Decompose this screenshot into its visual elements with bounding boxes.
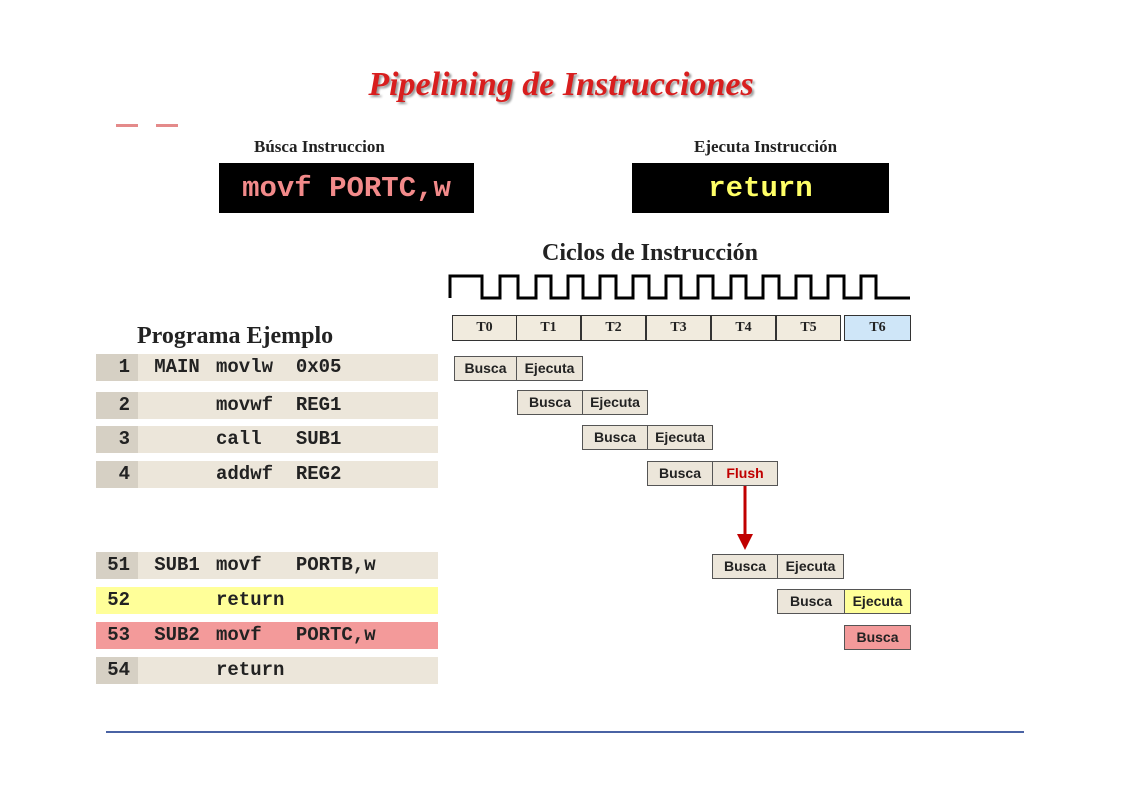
- pipeline-execute: Ejecuta: [582, 390, 648, 415]
- cycle-t5: T5: [776, 315, 841, 341]
- cycle-t2: T2: [581, 315, 646, 341]
- bottom-divider: [106, 731, 1024, 733]
- line-instruction: movwf REG1: [216, 394, 342, 416]
- flush-arrow: [735, 486, 755, 552]
- program-title: Programa Ejemplo: [137, 323, 334, 349]
- page-title: Pipelining de Instrucciones: [368, 66, 754, 103]
- line-label: [138, 392, 216, 419]
- program-row: [96, 392, 438, 419]
- line-instruction: addwf REG2: [216, 463, 342, 485]
- line-instruction: movf PORTC,w: [216, 624, 376, 646]
- line-label: MAIN: [154, 356, 200, 378]
- clock-waveform: [448, 270, 913, 300]
- program-row: [96, 354, 438, 381]
- line-label: [138, 587, 216, 614]
- fetch-stage-label: Búsca Instruccion: [254, 137, 385, 156]
- pipeline-flush: Flush: [712, 461, 778, 486]
- line-number: 1: [96, 354, 138, 381]
- cycle-t4: T4: [711, 315, 776, 341]
- pipeline-execute: Ejecuta: [516, 356, 583, 381]
- pipeline-execute: Ejecuta: [647, 425, 713, 450]
- program-row-highlighted-red: [96, 622, 438, 649]
- program-row: [96, 426, 438, 453]
- line-label: [138, 426, 216, 453]
- pipeline-fetch: Busca: [454, 356, 517, 381]
- line-number: 51: [96, 552, 138, 579]
- program-row: [96, 657, 438, 684]
- fetch-instruction-box: [219, 163, 474, 213]
- execute-instruction: return: [708, 171, 813, 205]
- cycle-t0: T0: [452, 315, 517, 341]
- line-instruction: movlw 0x05: [216, 356, 342, 378]
- pipeline-fetch: Busca: [517, 390, 583, 415]
- fetch-instruction: movf PORTC,w: [242, 171, 451, 205]
- line-instruction: return: [216, 589, 285, 611]
- cycles-title: Ciclos de Instrucción: [542, 240, 758, 266]
- line-instruction: movf PORTB,w: [216, 554, 376, 576]
- execute-stage-label: Ejecuta Instrucción: [694, 137, 838, 156]
- cycle-t6: T6: [844, 315, 911, 341]
- line-number: 2: [96, 392, 138, 419]
- line-number: 52: [96, 587, 138, 614]
- pipeline-fetch: Busca: [712, 554, 778, 579]
- cycle-t1: T1: [516, 315, 581, 341]
- program-row: [96, 461, 438, 488]
- pipeline-fetch: Busca: [647, 461, 713, 486]
- line-number: 3: [96, 426, 138, 453]
- cycle-t3: T3: [646, 315, 711, 341]
- decorative-mark: [156, 124, 178, 127]
- pipeline-execute: Ejecuta: [777, 554, 844, 579]
- pipeline-execute-highlighted: Ejecuta: [844, 589, 911, 614]
- pipeline-fetch: Busca: [582, 425, 648, 450]
- line-label: [138, 657, 216, 684]
- line-label: SUB1: [154, 554, 200, 576]
- execute-instruction-box: [632, 163, 889, 213]
- line-number: 54: [96, 657, 138, 684]
- line-label: SUB2: [154, 624, 200, 646]
- pipeline-fetch-highlighted: Busca: [844, 625, 911, 650]
- decorative-mark: [116, 124, 138, 127]
- line-number: 4: [96, 461, 138, 488]
- line-number: 53: [96, 622, 138, 649]
- line-instruction: return: [216, 659, 285, 681]
- pipeline-fetch: Busca: [777, 589, 845, 614]
- program-row: [96, 552, 438, 579]
- program-row-highlighted-yellow: [96, 587, 438, 614]
- line-instruction: call SUB1: [216, 428, 342, 450]
- line-label: [138, 461, 216, 488]
